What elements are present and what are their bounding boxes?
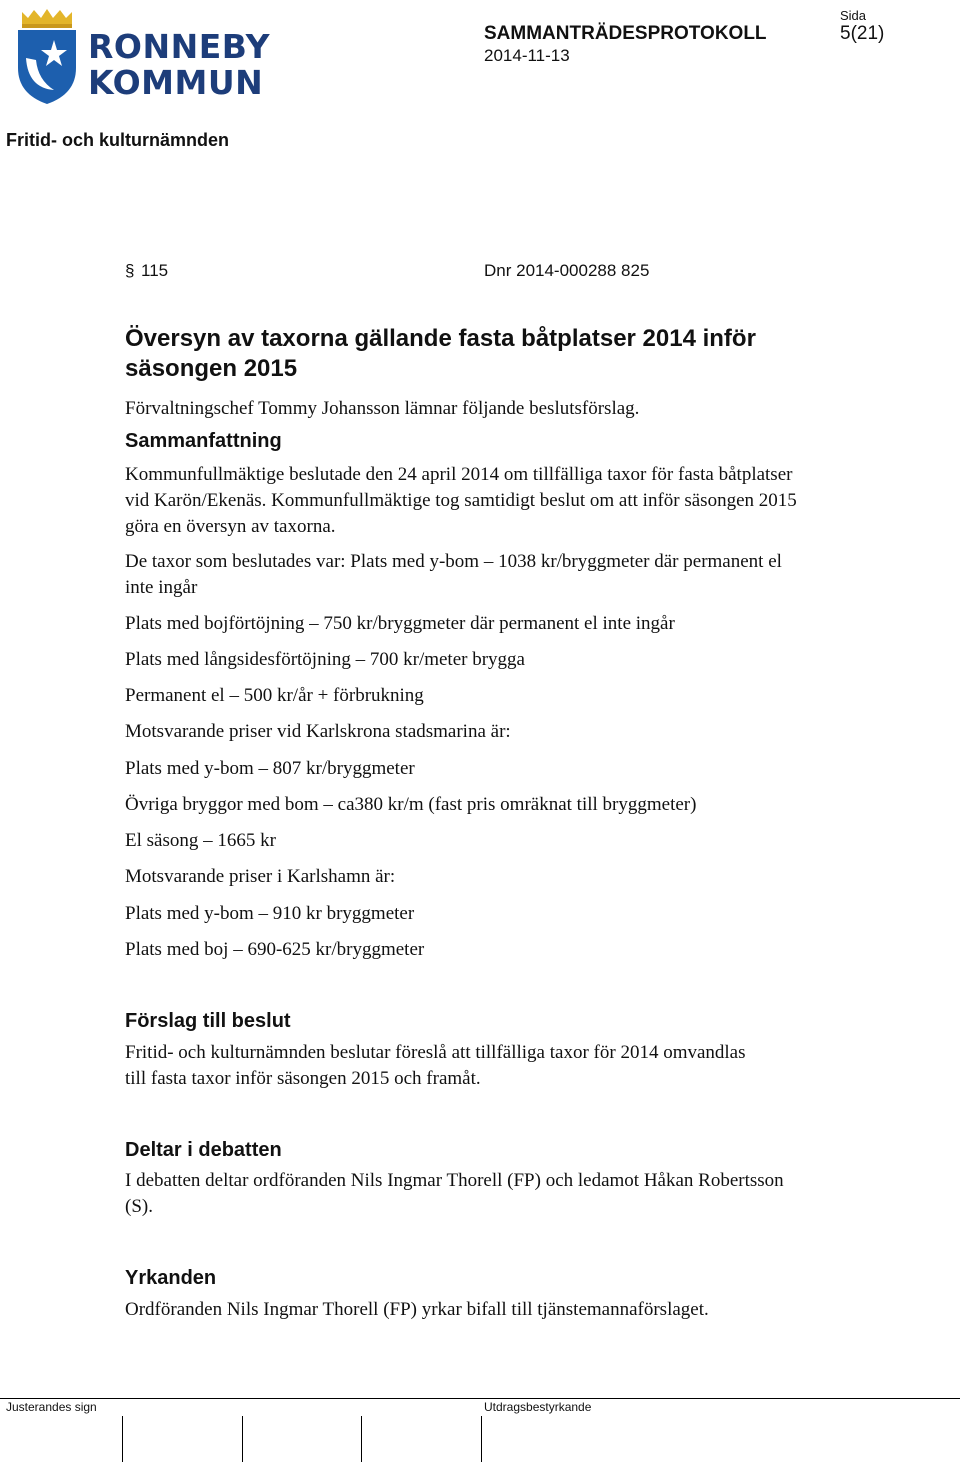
intro-paragraph: Förvaltningschef Tommy Johansson lämnar följande beslutsförslag. — [125, 398, 640, 419]
signature-box-divider — [361, 1416, 362, 1462]
proposal-text: Fritid- och kulturnämnden beslutar föreslå att tillfälliga taxor för 2014 omvandlas till fasta taxor inför säsongen 2015 och framåt. — [125, 1042, 746, 1089]
rate-line: Motsvarande priser i Karlshamn är: — [125, 866, 396, 887]
rate-line: Övriga bryggor med bom – ca380 kr/m (fast pris omräknat till bryggmeter) — [125, 794, 697, 815]
motions-text: Ordföranden Nils Ingmar Thorell (FP) yrkar bifall till tjänstemannaförslaget. — [125, 1299, 709, 1320]
signature-box-divider — [122, 1416, 123, 1462]
document-title: SAMMANTRÄDESPROTOKOLL — [484, 23, 767, 44]
motions-heading: Yrkanden — [125, 1267, 217, 1289]
rate-line: Plats med boj – 690-625 kr/bryggmeter — [125, 939, 425, 960]
ronneby-kommun-logo — [14, 6, 270, 106]
summary-paragraph: Kommunfullmäktige beslutade den 24 april 2014 om tillfälliga taxor för fasta båtplatser vid Karön/Ekenäs. Kommunfullmäktige tog samtidigt beslut om att inför säsongen 2015 göra en översyn av taxorna. — [125, 464, 797, 537]
rate-line: Plats med bojförtöjning – 750 kr/bryggmeter där permanent el inte ingår — [125, 613, 675, 634]
committee-name: Fritid- och kulturnämnden — [6, 130, 229, 150]
rate-line: Permanent el – 500 kr/år + förbrukning — [125, 685, 424, 706]
summary-heading: Sammanfattning — [125, 430, 282, 452]
item-number: 115 — [141, 261, 169, 280]
section-mark: § — [125, 261, 135, 280]
rate-line: Plats med långsidesförtöjning – 700 kr/meter brygga — [125, 649, 525, 670]
page-number: 5(21) — [840, 23, 885, 44]
debate-text: I debatten deltar ordföranden Nils Ingmar Thorell (FP) och ledamot Håkan Robertsson (S). — [125, 1170, 784, 1217]
extract-label: Utdragsbestyrkande — [484, 1400, 592, 1414]
document-date: 2014-11-13 — [484, 46, 570, 65]
rate-line: El säsong – 1665 kr — [125, 830, 276, 851]
item-heading: Översyn av taxorna gällande fasta båtplatser 2014 inför säsongen 2015 — [125, 325, 756, 382]
diary-number: Dnr 2014-000288 825 — [484, 261, 650, 280]
signature-box-divider — [242, 1416, 243, 1462]
rate-line: Plats med y-bom – 910 kr bryggmeter — [125, 903, 415, 924]
coat-of-arms-icon — [14, 6, 80, 106]
proposal-heading: Förslag till beslut — [125, 1010, 291, 1032]
rate-line: Plats med y-bom – 807 kr/bryggmeter — [125, 758, 415, 779]
page-label: Sida — [840, 8, 867, 23]
debate-heading: Deltar i debatten — [125, 1139, 282, 1161]
adopted-rates-paragraph: De taxor som beslutades var: Plats med y-bom – 1038 kr/bryggmeter där permanent el inte ingår — [125, 551, 782, 598]
logo-text-line1: RONNEBY — [88, 27, 270, 66]
logo-text-line2: KOMMUN — [88, 63, 264, 102]
signature-label: Justerandes sign — [6, 1400, 97, 1414]
signature-box-divider — [481, 1416, 482, 1462]
rate-line: Motsvarande priser vid Karlskrona stadsmarina är: — [125, 721, 511, 742]
footer-divider — [0, 1398, 960, 1399]
